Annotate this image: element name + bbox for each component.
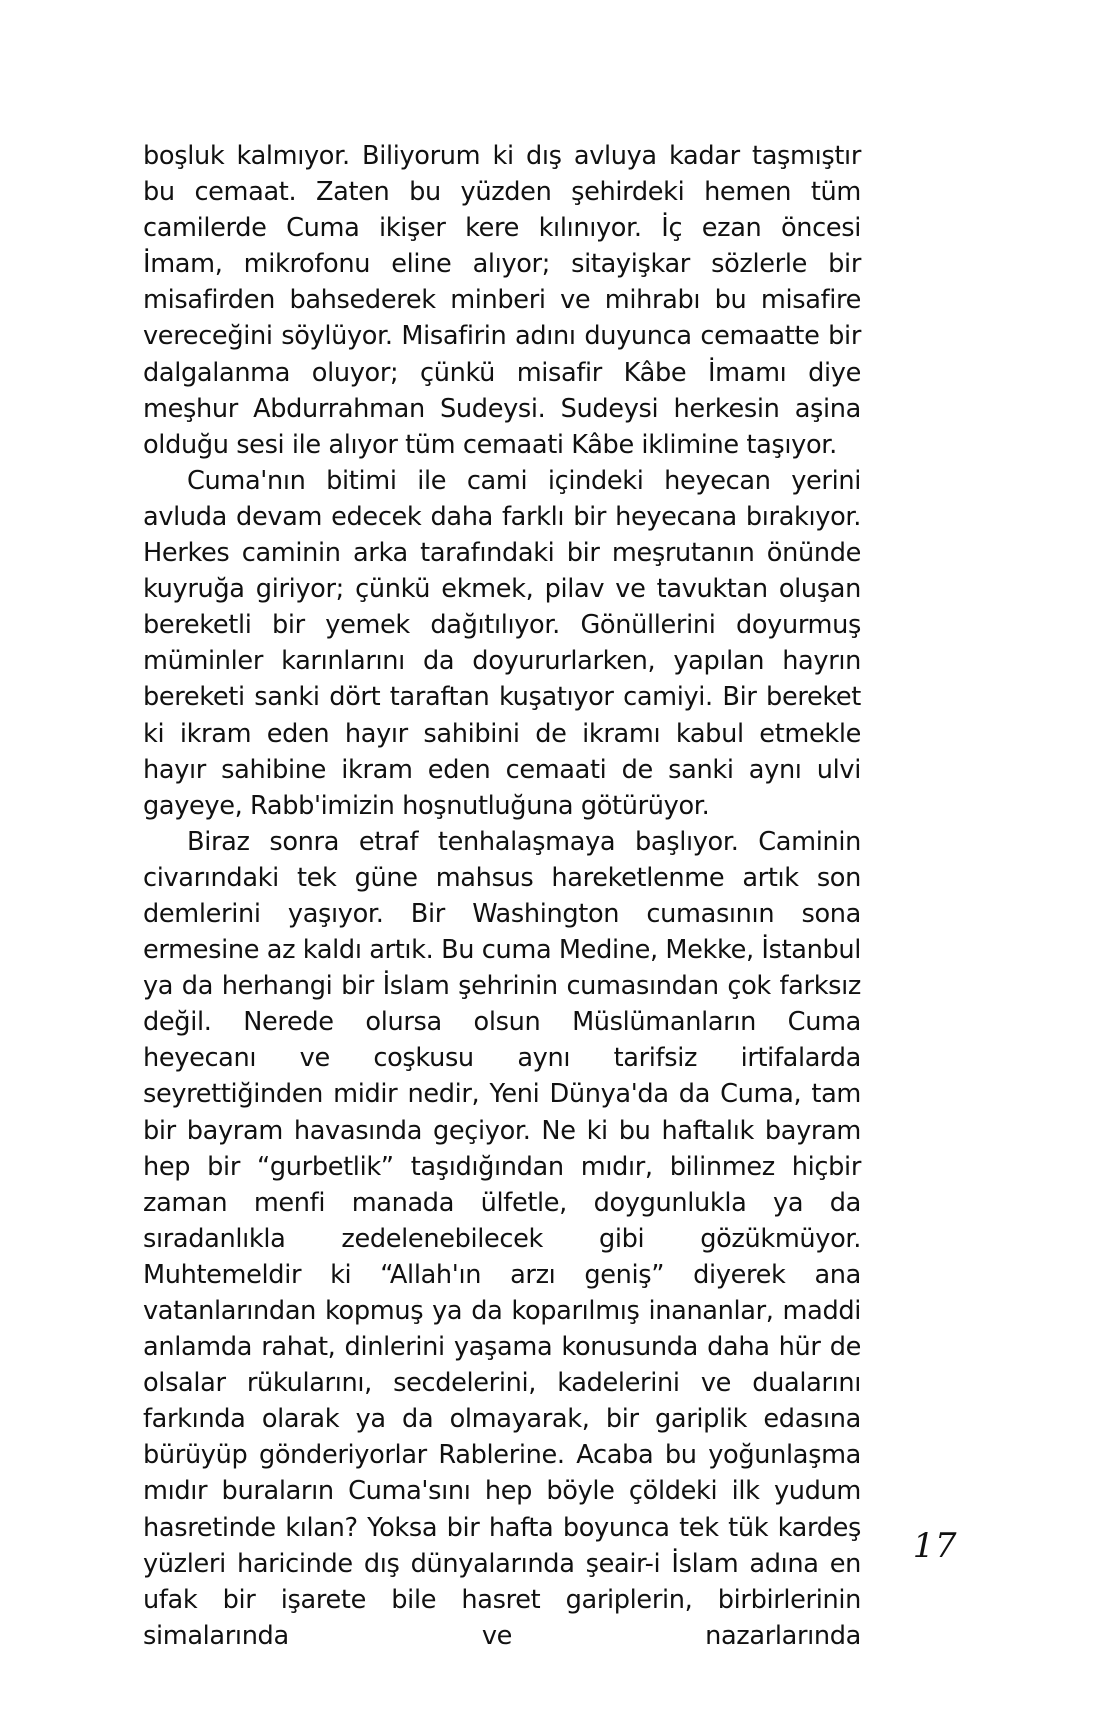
paragraph-2: Cuma'nın bitimi ile cami içindeki heyecan yerini avluda devam edecek daha farklı bir heyecana bırakıyor. Herkes caminin arka tarafındaki bir meşrutanın önünde kuyruğa giriyor; çünkü ekmek, pilav ve tavuktan oluşan bereketli bir yemek dağıtılıyor. Gönüllerini doyurmuş müminler karınlarını da doyururlarken, yapılan hayrın bereketi sanki dört taraftan kuşatıyor camiyi. Bir bereket ki ikram eden hayır sahibini de ikramı kabul etmekle hayır sahibine ikram eden cemaati de sanki aynı ulvi gayeye, Rabb'imizin hoşnutluğuna götürüyor. [143,465,861,821]
page-number: 17 [912,1526,957,1566]
paragraph-1: boşluk kalmıyor. Biliyorum ki dış avluya kadar taşmıştır bu cemaat. Zaten bu yüzden şehirdeki hemen tüm camilerde Cuma ikişer kere kılınıyor. İç ezan öncesi İmam, mikrofonu eline alıyor; sitayişkar sözlerle bir misafirden bahsederek minberi ve mihrabı bu misafire vereceğini söylüyor. Misafirin adını duyunca cemaatte bir dalgalanma oluyor; çünkü misafir Kâbe İmamı diye meşhur Abdurrahman Sudeysi. Sudeysi herkesin aşina olduğu sesi ile alıyor tüm cemaati Kâbe iklimine taşıyor. [143,141,861,460]
text-column [143,138,861,1654]
paragraph-3: Biraz sonra etraf tenhalaşmaya başlıyor. Caminin civarındaki tek güne mahsus hareketlenme artık son demlerini yaşıyor. Bir Washington cumasının sona ermesine az kaldı artık. Bu cuma Medine, Mekke, İstanbul ya da herhangi bir İslam şehrinin cumasından çok farksız değil. Nerede olursa olsun Müslümanların Cuma heyecanı ve coşkusu aynı tarifsiz irtifalarda seyrettiğinden midir nedir, Yeni Dünya'da da Cuma, tam bir bayram havasında geçiyor. Ne ki bu haftalık bayram hep bir “gurbetlik” taşıdığından mıdır, bilinmez hiçbir zaman menfi manada ülfetle, doygunlukla ya da sıradanlıkla zedelenebilecek gibi gözükmüyor. Muhtemeldir ki “Allah'ın arzı geniş” diyerek ana vatanlarından kopmuş ya da koparılmış inananlar, maddi anlamda rahat, dinlerini yaşama konusunda daha hür de olsalar rükularını, secdelerini, kadelerini ve dualarını farkında olarak ya da olmayarak, bir gariplik edasına bürüyüp gönderiyorlar Rablerine. Acaba bu yoğunlaşma mıdır buraların Cuma'sını hep böyle çöldeki ilk yudum hasretinde kılan? Yoksa bir hafta boyunca tek tük kardeş yüzleri haricinde dış dünyalarında şeair-i İslam adına en ufak bir işarete bile hasret gariplerin, birbirlerinin simalarında ve nazarlarında [143,826,861,1651]
